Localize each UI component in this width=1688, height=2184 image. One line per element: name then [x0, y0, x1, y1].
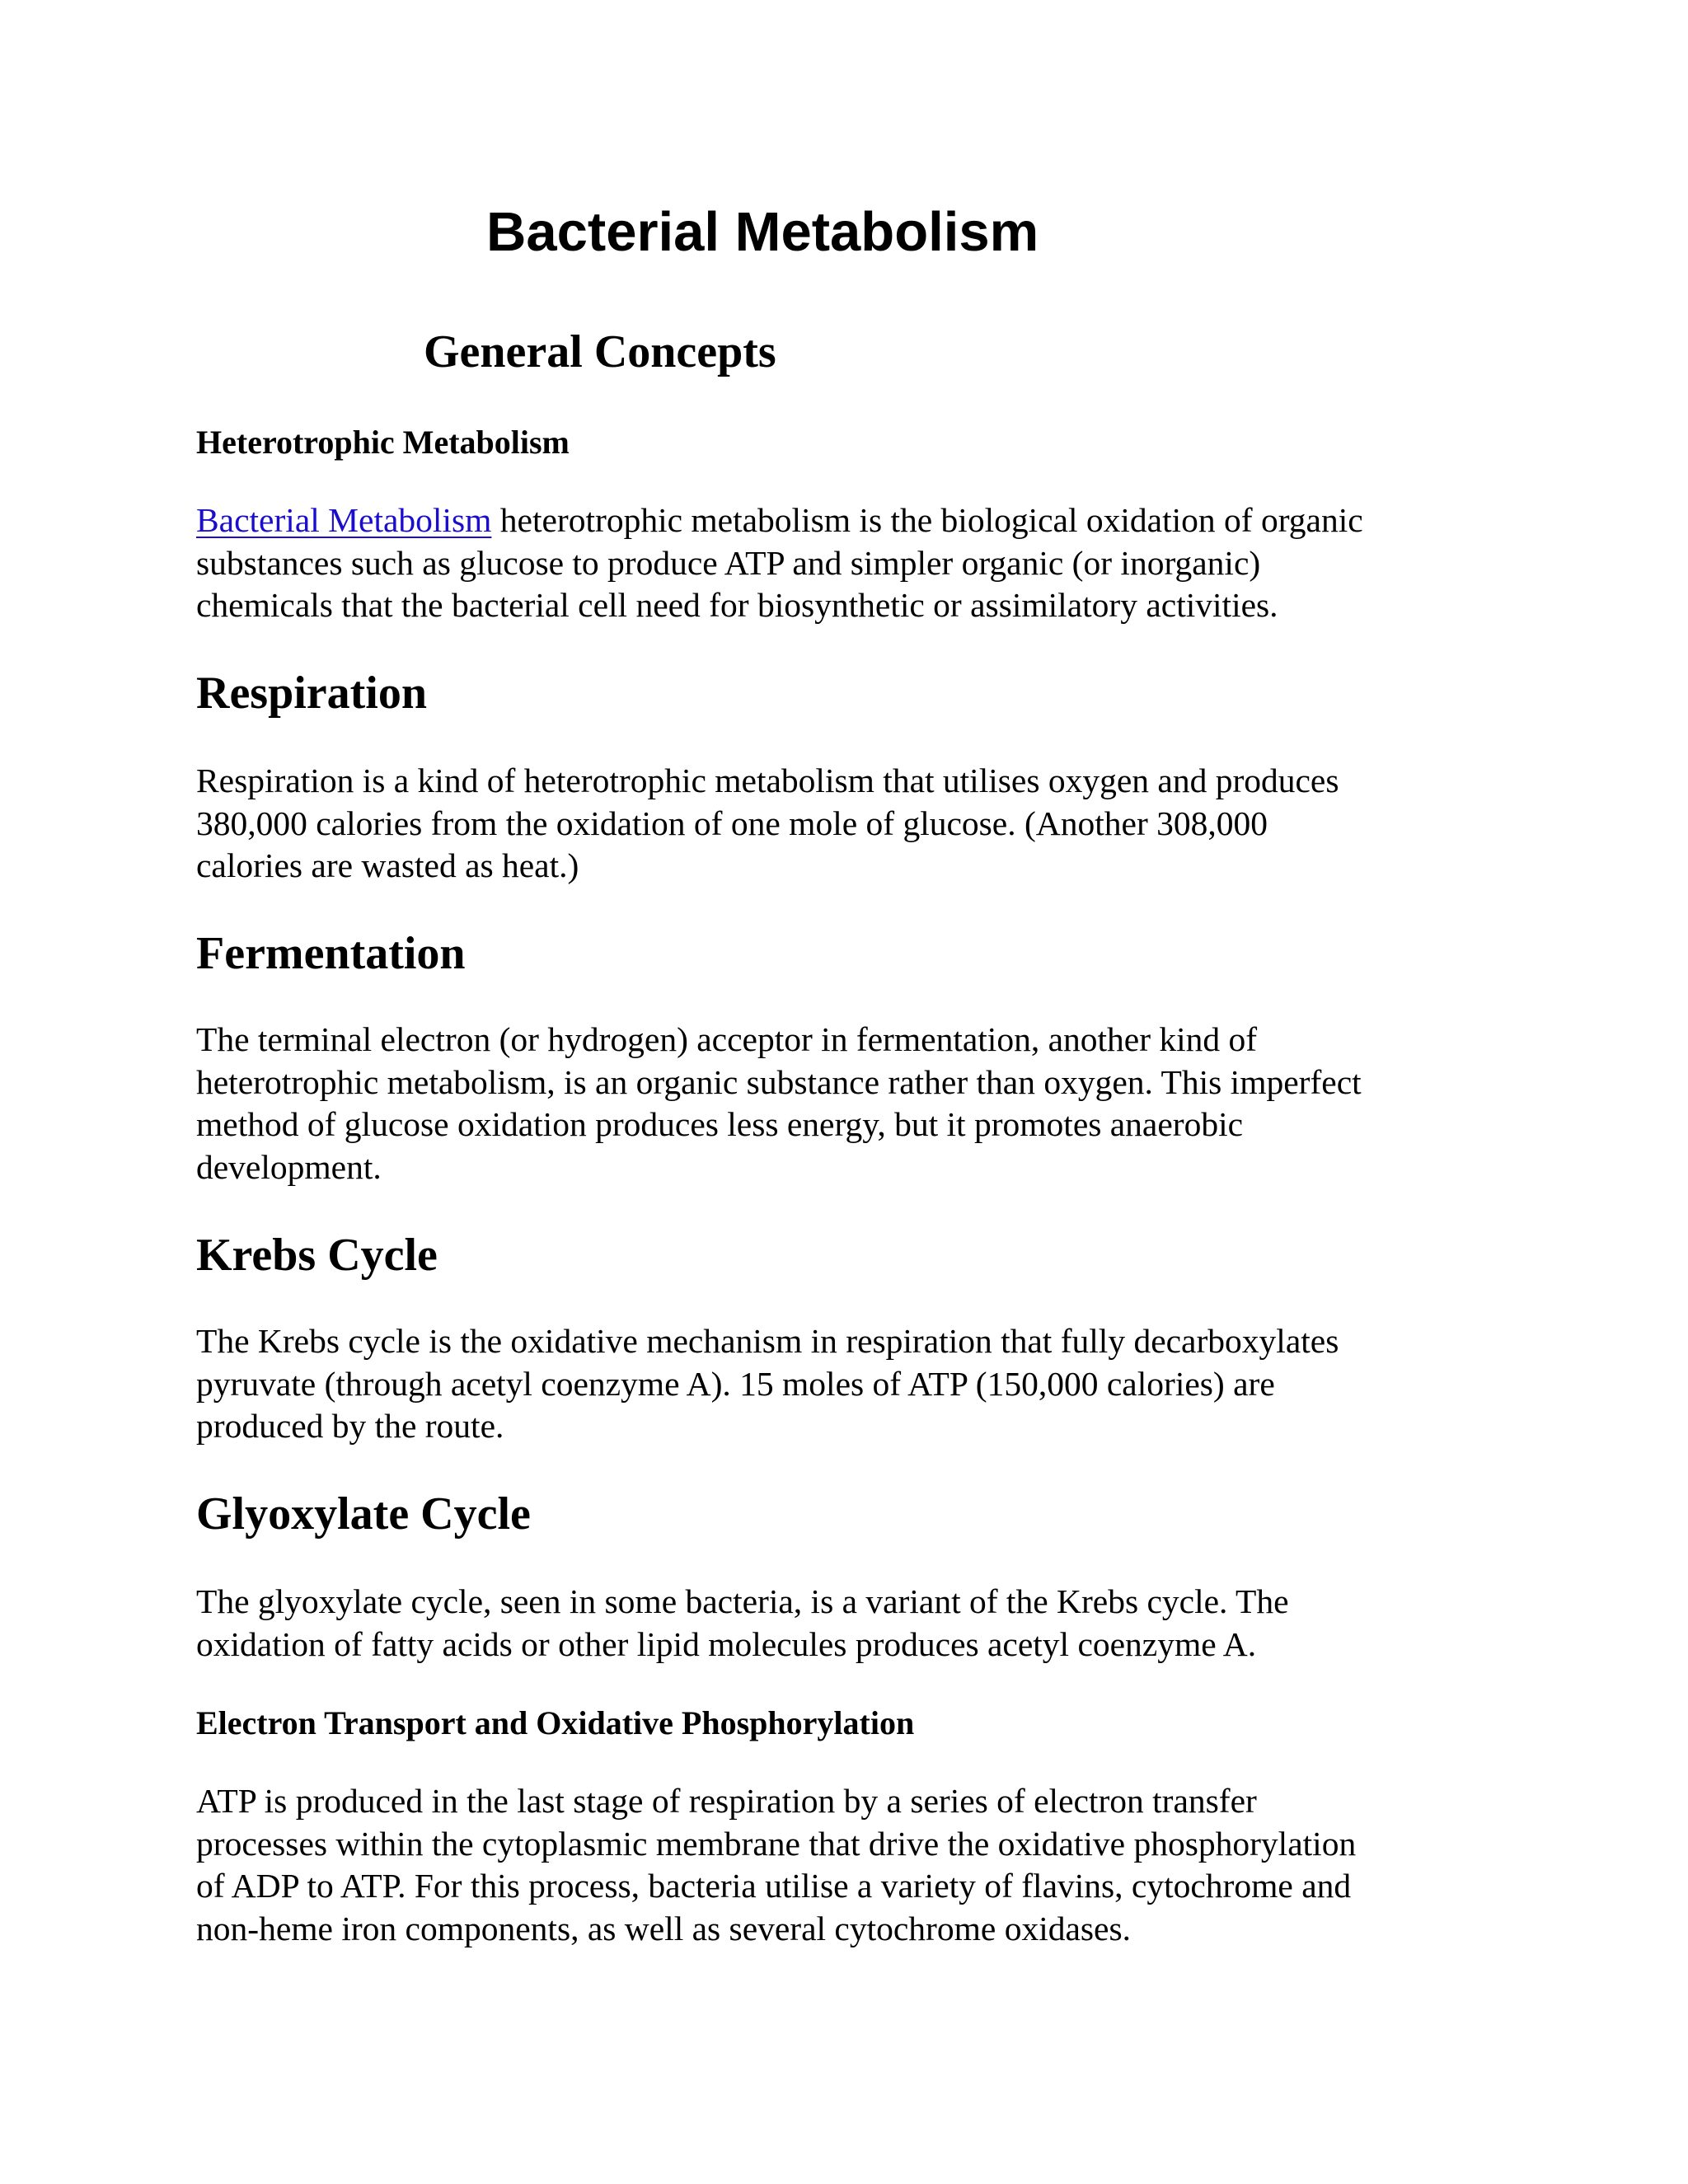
paragraph-line: produced by the route.	[196, 1407, 504, 1445]
heading-fermentation: Fermentation	[196, 928, 466, 979]
paragraph-line: heterotrophic metabolism, is an organic substance rather than oxygen. This imperfect	[196, 1062, 1362, 1101]
paragraph-glyoxylate-cycle	[196, 1581, 1482, 1666]
paragraph-line: method of glucose oxidation produces less energy, but it promotes anaerobic	[196, 1105, 1244, 1143]
paragraph-respiration	[196, 760, 1482, 888]
paragraph-line	[196, 499, 1482, 542]
paragraph-line: Respiration is a kind of heterotrophic metabolism that utilises oxygen and produces	[196, 762, 1339, 799]
bacterial-metabolism-link[interactable]: Bacterial Metabolism	[196, 501, 492, 539]
paragraph-electron-transport	[196, 1780, 1482, 1950]
document-title: Bacterial Metabolism	[486, 201, 1039, 263]
heading-glyoxylate-cycle: Glyoxylate Cycle	[196, 1488, 531, 1540]
paragraph-line: The terminal electron (or hydrogen) acceptor in fermentation, another kind of	[196, 1020, 1258, 1058]
paragraph-fermentation	[196, 1019, 1482, 1188]
paragraph-line: pyruvate (through acetyl coenzyme A). 15 moles of ATP (150,000 calories) are	[196, 1364, 1275, 1403]
heading-krebs-cycle: Krebs Cycle	[196, 1230, 438, 1281]
paragraph-line: chemicals that the bacterial cell need for biosynthetic or assimilatory activities.	[196, 586, 1278, 624]
paragraph-line: of ADP to ATP. For this process, bacteria utilise a variety of flavins, cytochrome and	[196, 1867, 1352, 1905]
paragraph-line: development.	[196, 1147, 382, 1186]
paragraph-line: ATP is produced in the last stage of respiration by a series of electron transfer	[196, 1782, 1257, 1820]
paragraph-line: oxidation of fatty acids or other lipid molecules produces acetyl coenzyme A.	[196, 1624, 1257, 1663]
paragraph-text: heterotrophic metabolism is the biological oxidation of organic	[491, 501, 1363, 539]
paragraph-line: substances such as glucose to produce ATP and simpler organic (or inorganic)	[196, 543, 1261, 582]
paragraph-line: processes within the cytoplasmic membrane that drive the oxidative phosphorylation	[196, 1824, 1357, 1863]
paragraph-line: non-heme iron components, as well as several cytochrome oxidases.	[196, 1909, 1131, 1947]
paragraph-krebs-cycle	[196, 1320, 1482, 1448]
document-subtitle: General Concepts	[424, 326, 776, 377]
paragraph-line: 380,000 calories from the oxidation of one mole of glucose. (Another 308,000	[196, 804, 1268, 842]
heading-electron-transport: Electron Transport and Oxidative Phosphorylation	[196, 1704, 915, 1741]
paragraph-line: The Krebs cycle is the oxidative mechanism in respiration that fully decarboxylates	[196, 1322, 1339, 1360]
paragraph-line: The glyoxylate cycle, seen in some bacteria, is a variant of the Krebs cycle. The	[196, 1582, 1289, 1620]
paragraph-heterotrophic	[196, 499, 1482, 627]
heading-respiration: Respiration	[196, 668, 427, 719]
paragraph-line: calories are wasted as heat.)	[196, 846, 579, 884]
heading-heterotrophic-metabolism: Heterotrophic Metabolism	[196, 424, 570, 461]
